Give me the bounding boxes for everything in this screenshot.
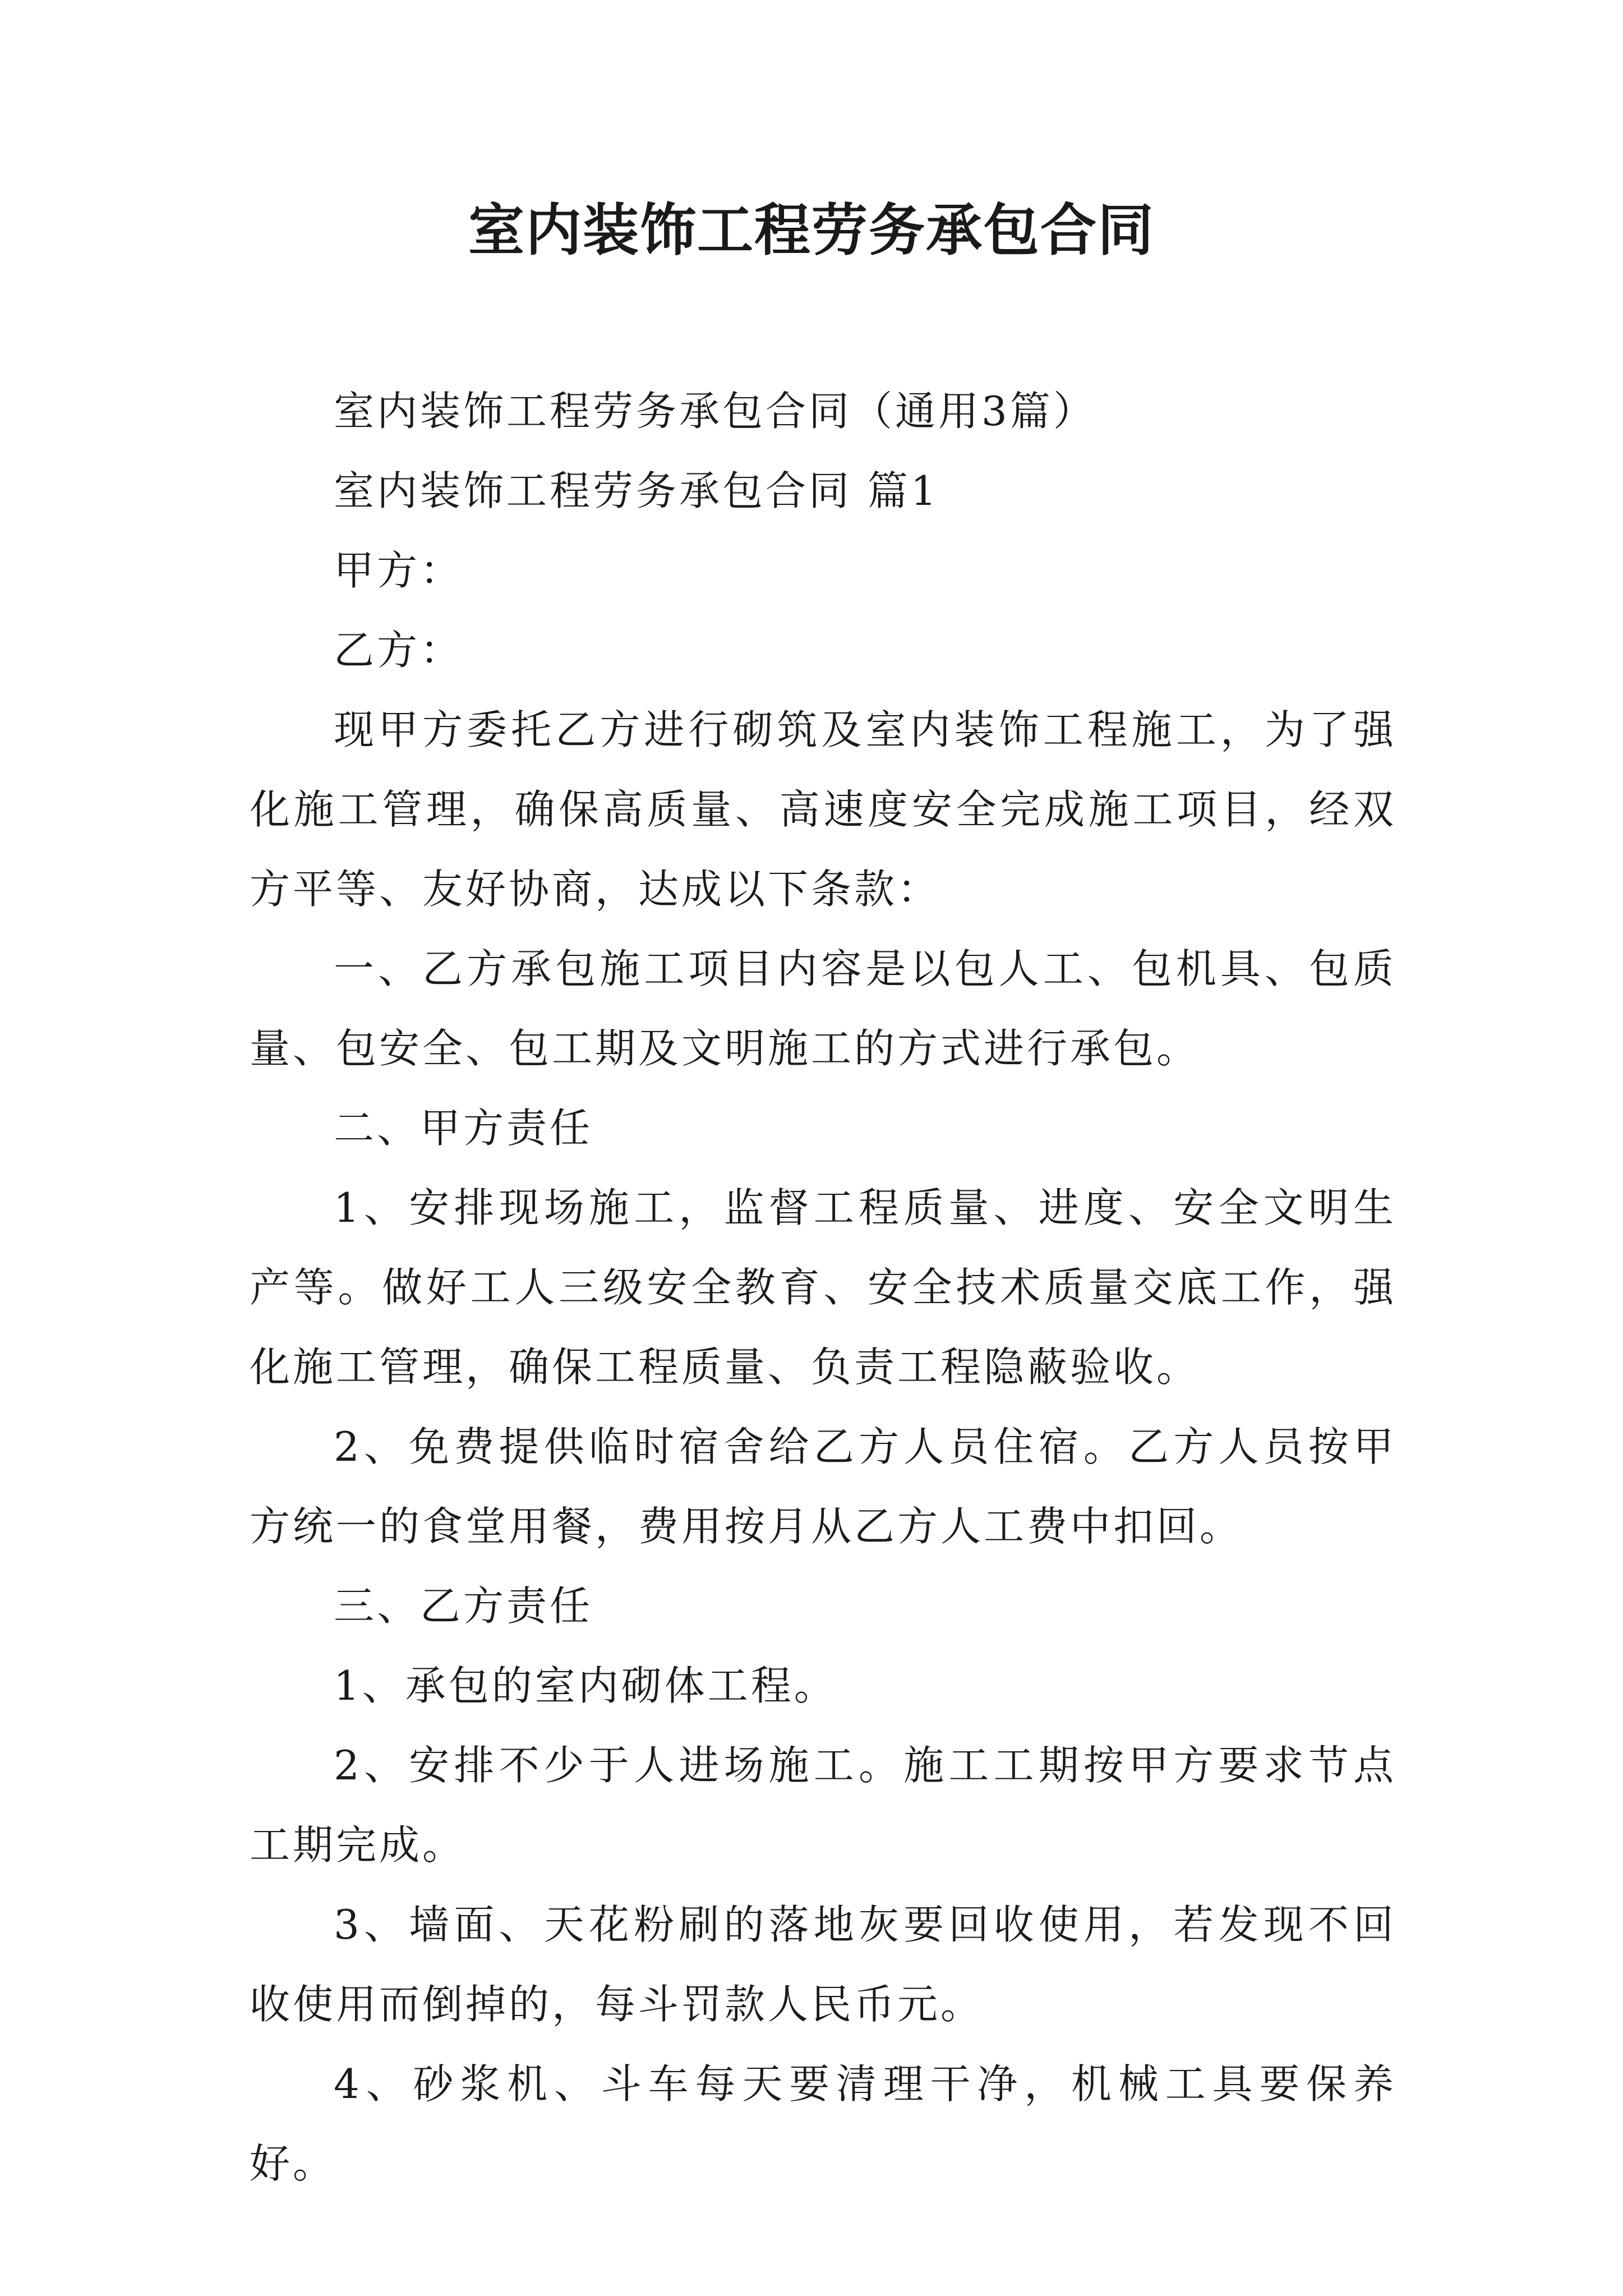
- paragraph-clause-1: 一、乙方承包施工项目内容是以包人工、包机具、包质量、包安全、包工期及文明施工的方式进行承包。: [250, 945, 1396, 1072]
- paragraph-section-heading: 室内装饰工程劳务承包合同 篇1: [334, 467, 939, 514]
- paragraph-subtitle: 室内装饰工程劳务承包合同（通用3篇）: [334, 388, 1096, 435]
- paragraph-party-b-duty-1: 1、承包的室内砌体工程。: [334, 1662, 837, 1709]
- paragraph-party-a-duty-2: 2、免费提供临时宿舍给乙方人员住宿。乙方人员按甲方统一的食堂用餐，费用按月从乙方人工费中扣回。: [250, 1423, 1396, 1550]
- paragraph-heading-party-a-duty: 二、甲方责任: [334, 1105, 593, 1152]
- paragraph-heading-party-b-duty: 三、乙方责任: [334, 1582, 593, 1630]
- paragraph-preamble: 现甲方委托乙方进行砌筑及室内装饰工程施工，为了强化施工管理，确保高质量、高速度安全完成施工项目，经双方平等、友好协商，达成以下条款：: [250, 706, 1396, 913]
- paragraph-party-b-duty-2: 2、安排不少于人进场施工。施工工期按甲方要求节点工期完成。: [250, 1742, 1396, 1869]
- paragraph-party-b-duty-4: 4、砂浆机、斗车每天要清理干净，机械工具要保养好。: [250, 2060, 1396, 2187]
- paragraph-party-a: 甲方：: [334, 547, 464, 594]
- document-title: 室内装饰工程劳务承包合同: [468, 197, 1155, 263]
- paragraph-party-a-duty-1: 1、安排现场施工，监督工程质量、进度、安全文明生产等。做好工人三级安全教育、安全技术质量交底工作，强化施工管理，确保工程质量、负责工程隐蔽验收。: [250, 1184, 1396, 1391]
- document-body: [250, 371, 1396, 2203]
- paragraph-party-b-duty-3: 3、墙面、天花粉刷的落地灰要回收使用，若发现不回收使用而倒掉的，每斗罚款人民币元。: [250, 1901, 1396, 2028]
- paragraph-party-b: 乙方：: [334, 627, 464, 674]
